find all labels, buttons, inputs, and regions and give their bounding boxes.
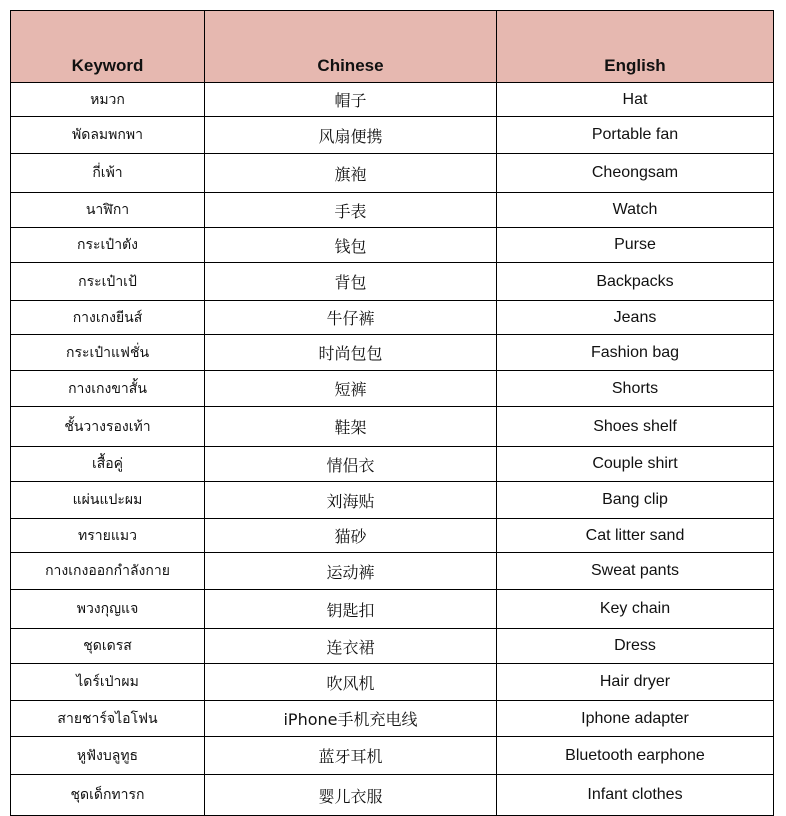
english-cell: Cat litter sand — [497, 519, 774, 553]
chinese-cell: 鞋架 — [205, 407, 497, 447]
english-cell: Hair dryer — [497, 664, 774, 701]
english-cell: Infant clothes — [497, 775, 774, 816]
table-row — [11, 371, 774, 407]
english-cell: Bluetooth earphone — [497, 737, 774, 775]
keyword-cell: นาฬิกา — [11, 193, 205, 228]
english-cell: Portable fan — [497, 117, 774, 154]
keyword-cell: หูฟังบลูทูธ — [11, 737, 205, 775]
english-cell: Hat — [497, 83, 774, 117]
table-row — [11, 154, 774, 193]
table-body — [11, 83, 774, 816]
header-chinese: Chinese — [205, 11, 497, 83]
table-row — [11, 301, 774, 335]
english-cell: Key chain — [497, 590, 774, 629]
keyword-cell: หมวก — [11, 83, 205, 117]
keyword-cell: สายชาร์จไอโฟน — [11, 701, 205, 737]
chinese-cell: 帽子 — [205, 83, 497, 117]
header-english: English — [497, 11, 774, 83]
chinese-cell: 连衣裙 — [205, 629, 497, 664]
keyword-table — [10, 10, 774, 816]
english-cell: Watch — [497, 193, 774, 228]
english-cell: Bang clip — [497, 482, 774, 519]
chinese-cell: 牛仔裤 — [205, 301, 497, 335]
chinese-cell: 蓝牙耳机 — [205, 737, 497, 775]
table-row — [11, 553, 774, 590]
keyword-cell: แผ่นแปะผม — [11, 482, 205, 519]
table-row — [11, 407, 774, 447]
chinese-cell: 短裤 — [205, 371, 497, 407]
english-cell: Cheongsam — [497, 154, 774, 193]
table-row — [11, 447, 774, 482]
header-keyword: Keyword — [11, 11, 205, 83]
header-row — [11, 11, 774, 83]
table-row — [11, 629, 774, 664]
english-cell: Dress — [497, 629, 774, 664]
english-cell: Fashion bag — [497, 335, 774, 371]
keyword-cell: กระเป๋าตัง — [11, 228, 205, 263]
keyword-cell: กางเกงขาสั้น — [11, 371, 205, 407]
chinese-cell: 运动裤 — [205, 553, 497, 590]
keyword-cell: ไดร์เป่าผม — [11, 664, 205, 701]
keyword-cell: กางเกงยีนส์ — [11, 301, 205, 335]
chinese-cell: 猫砂 — [205, 519, 497, 553]
chinese-cell: 背包 — [205, 263, 497, 301]
chinese-cell: 钱包 — [205, 228, 497, 263]
keyword-cell: กางเกงออกกำลังกาย — [11, 553, 205, 590]
table-row — [11, 590, 774, 629]
chinese-cell: 手表 — [205, 193, 497, 228]
chinese-cell: 钥匙扣 — [205, 590, 497, 629]
table-row — [11, 193, 774, 228]
table-row — [11, 335, 774, 371]
english-cell: Shoes shelf — [497, 407, 774, 447]
table-row — [11, 519, 774, 553]
chinese-cell: 情侣衣 — [205, 447, 497, 482]
chinese-cell: 婴儿衣服 — [205, 775, 497, 816]
english-cell: Backpacks — [497, 263, 774, 301]
english-cell: Sweat pants — [497, 553, 774, 590]
keyword-cell: พวงกุญแจ — [11, 590, 205, 629]
table-row — [11, 263, 774, 301]
table-row — [11, 83, 774, 117]
chinese-cell: iPhone手机充电线 — [205, 701, 497, 737]
table-row — [11, 737, 774, 775]
chinese-cell: 刘海贴 — [205, 482, 497, 519]
english-cell: Shorts — [497, 371, 774, 407]
keyword-cell: ชุดเดรส — [11, 629, 205, 664]
keyword-cell: ทรายแมว — [11, 519, 205, 553]
keyword-cell: เสื้อคู่ — [11, 447, 205, 482]
table-row — [11, 701, 774, 737]
keyword-cell: ชั้นวางรองเท้า — [11, 407, 205, 447]
keyword-cell: พัดลมพกพา — [11, 117, 205, 154]
english-cell: Purse — [497, 228, 774, 263]
keyword-cell: กระเป๋าแฟชั่น — [11, 335, 205, 371]
chinese-cell: 时尚包包 — [205, 335, 497, 371]
keyword-cell: กระเป๋าเป้ — [11, 263, 205, 301]
english-cell: Jeans — [497, 301, 774, 335]
keyword-cell: กี่เพ้า — [11, 154, 205, 193]
table-row — [11, 775, 774, 816]
chinese-cell: 旗袍 — [205, 154, 497, 193]
english-cell: Couple shirt — [497, 447, 774, 482]
keyword-cell: ชุดเด็กทารก — [11, 775, 205, 816]
english-cell: Iphone adapter — [497, 701, 774, 737]
table-row — [11, 482, 774, 519]
table-row — [11, 117, 774, 154]
table-row — [11, 228, 774, 263]
table-row — [11, 664, 774, 701]
chinese-cell: 吹风机 — [205, 664, 497, 701]
chinese-cell: 风扇便携 — [205, 117, 497, 154]
